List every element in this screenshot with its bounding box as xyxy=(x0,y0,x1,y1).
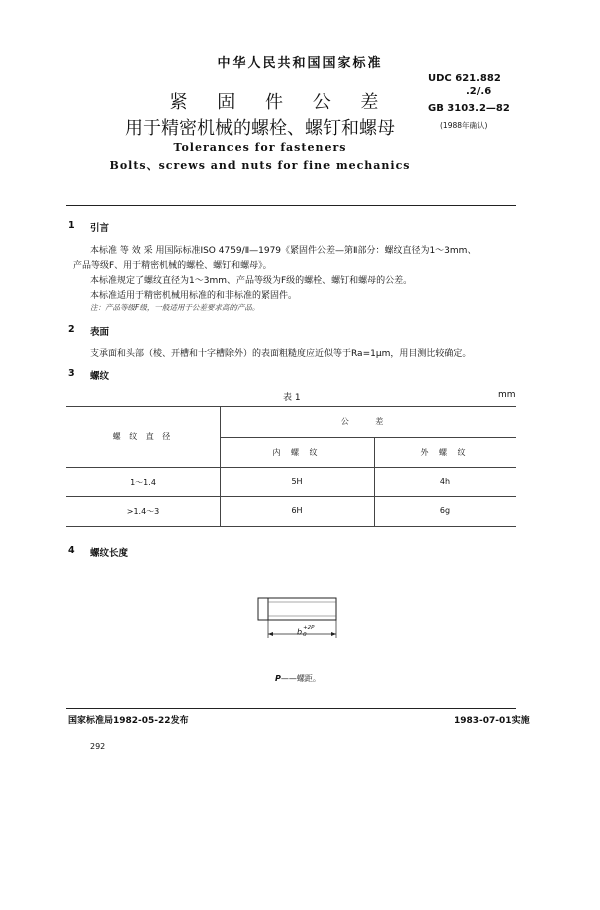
table-header-internal: 内 螺 纹 xyxy=(272,448,322,457)
footer-divider xyxy=(66,708,516,709)
udc-code: UDC 621.882 xyxy=(428,73,501,84)
table-row-2-external: 6g xyxy=(439,506,451,515)
title-cn-line2: 用于精密机械的螺栓、螺钉和螺母 xyxy=(125,118,395,139)
table-row-2-internal: 6H xyxy=(291,506,303,515)
section-1-note: 注：产品等级F级，一般适用于公差要求高的产品。 xyxy=(90,303,260,312)
table-row-1-external: 4h xyxy=(439,477,451,486)
section-3-title: 螺纹 xyxy=(90,371,110,382)
dimension-symbol: b xyxy=(297,627,303,637)
title-cn-line1: 紧 固 件 公 差 xyxy=(169,92,391,113)
page-number: 292 xyxy=(90,742,106,751)
issue-date: 国家标准局1982-05-22发布 xyxy=(68,716,189,726)
title-en-line1: Tolerances for fasteners xyxy=(173,141,347,154)
section-1-number: 1 xyxy=(68,220,75,231)
table-row-2-diameter: >1.4～3 xyxy=(126,507,160,516)
dimension-upper-tolerance: +2P xyxy=(303,625,315,631)
table-header-tolerance: 公 差 xyxy=(340,417,396,426)
section-4-number: 4 xyxy=(68,545,75,556)
section-1-para-1b: 产品等级F、用于精密机械的螺栓、螺钉和螺母》。 xyxy=(73,261,272,271)
gb-number: GB 3103.2—82 xyxy=(428,103,510,114)
section-1-para-1a: 本标准 等 效 采 用国际标准ISO 4759/Ⅱ—1979《紧固件公差—第Ⅱ部分：螺纹直径为1～3mm、 xyxy=(90,246,477,256)
table-header-divider xyxy=(220,437,516,438)
table-bottom-border xyxy=(66,526,516,527)
confirmation-note: (1988年确认) xyxy=(440,121,488,130)
table-row-1-diameter: 1～1.4 xyxy=(130,478,156,487)
thread-length-diagram xyxy=(250,590,350,650)
dim-arrow-right xyxy=(331,632,336,636)
table-row-divider xyxy=(66,496,516,497)
table-caption: 表 1 xyxy=(283,393,301,403)
pitch-symbol: P xyxy=(275,674,281,683)
dimension-label xyxy=(297,625,315,639)
effective-date: 1983-07-01实施 xyxy=(454,716,530,726)
table-header-bottom xyxy=(66,467,516,468)
pitch-legend-text: ——螺距。 xyxy=(280,674,321,683)
section-3-number: 3 xyxy=(68,368,75,379)
dim-arrow-left xyxy=(268,632,273,636)
country-standard-heading: 中华人民共和国国家标准 xyxy=(217,56,383,71)
table-row-1-internal: 5H xyxy=(291,477,303,486)
table-unit: mm xyxy=(498,390,516,400)
section-4-title: 螺纹长度 xyxy=(90,548,129,559)
section-1-title: 引言 xyxy=(90,223,110,234)
section-2-title: 表面 xyxy=(90,327,110,338)
table-top-border xyxy=(66,406,516,407)
title-en-line2: Bolts、screws and nuts for fine mechanics xyxy=(109,159,411,172)
table-header-diameter: 螺 纹 直 径 xyxy=(112,432,174,441)
section-1-para-3: 本标准适用于精密机械用标准的和非标准的紧固件。 xyxy=(90,291,298,301)
section-2-number: 2 xyxy=(68,324,75,335)
pitch-legend xyxy=(275,673,321,684)
bolt-body xyxy=(258,598,336,620)
udc-code-suffix: .2/.6 xyxy=(466,86,492,97)
section-1-para-2: 本标准规定了螺纹直径为1～3mm、产品等级为F级的螺栓、螺钉和螺母的公差。 xyxy=(90,276,413,286)
header-divider xyxy=(66,205,516,206)
table-header-external: 外 螺 纹 xyxy=(420,448,470,457)
dimension-lower-tolerance: 0 xyxy=(303,632,307,638)
section-2-para-1: 支承面和头部（棱、开槽和十字槽除外）的表面粗糙度应近似等于Ra=1μm，用目测比较确定。 xyxy=(90,349,472,359)
